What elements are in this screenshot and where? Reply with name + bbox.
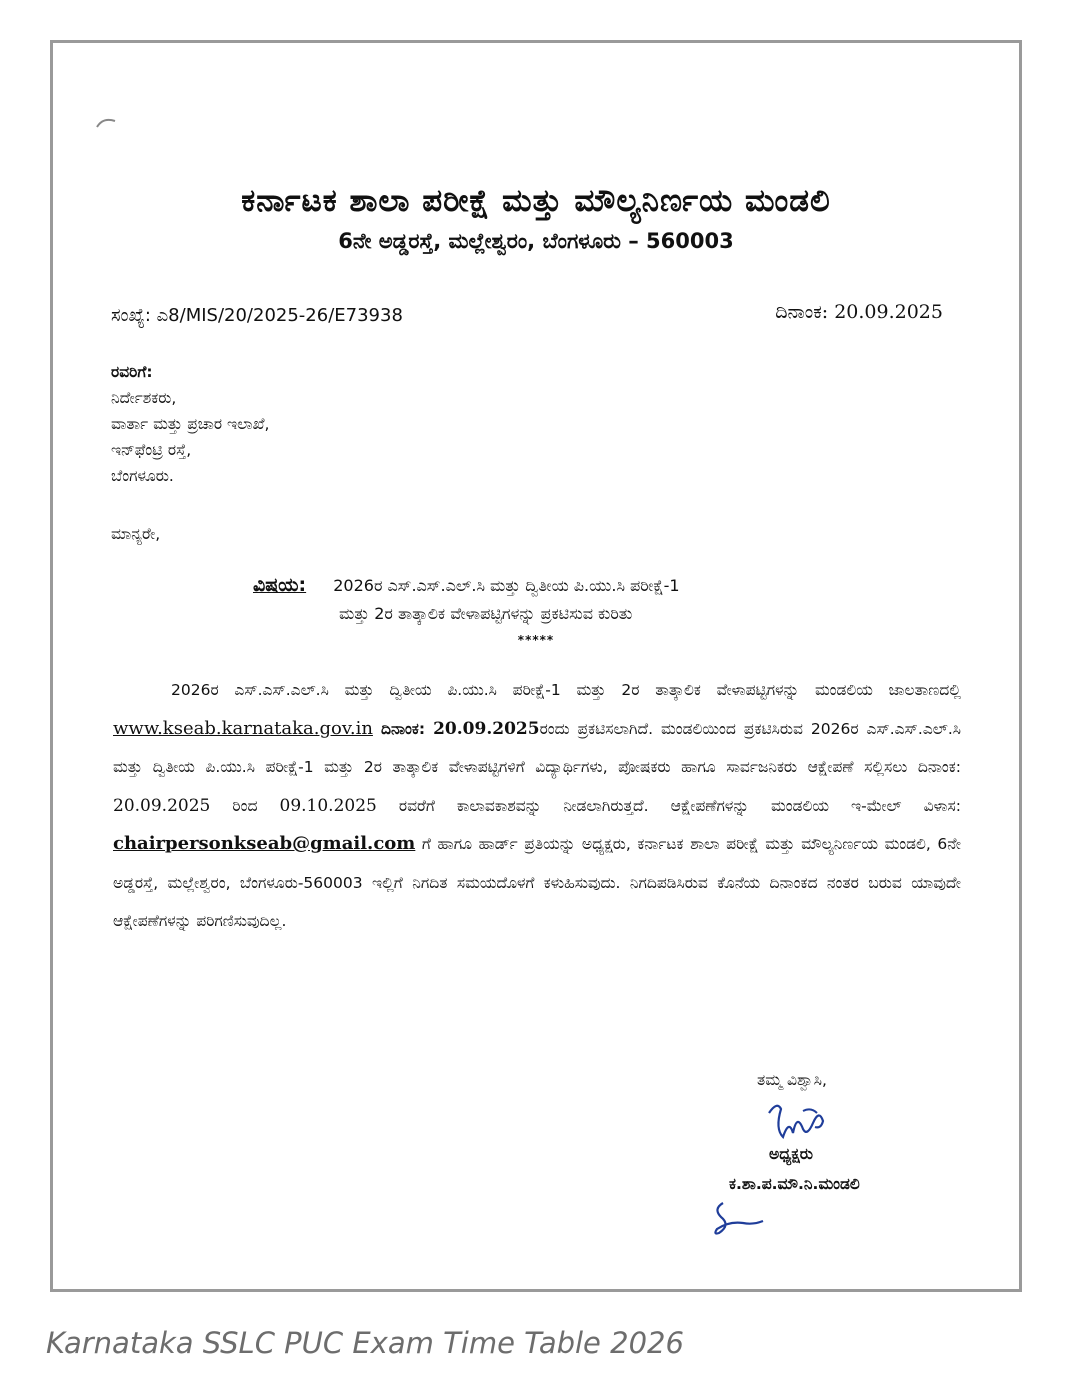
body-text: ರಿಂದ [232,796,258,815]
recipient-block [111,359,269,489]
body-text: ಗೆ ಹಾಗೂ ಹಾರ್ಡ್ ಪ್ರತಿಯನ್ನು ಅಧ್ಯಕ್ಷರು, ಕರ್ನಾಟಕ ಶಾಲಾ ಪರೀಕ್ಷೆ ಮತ್ತು ಮೌಲ್ಯನಿರ್ಣಯ ಮಂಡಲಿ, 6ನೇ ಅಡ್ಡರಸ್ತೆ, ಮಲ್ಲೇಶ್ವರಂ, ಬೆಂಗಳೂರು-560003 ಇಲ್ಲಿಗೆ ನಿಗದಿತ ಸಮಯದೊಳಗೆ ಕಳುಹಿಸುವುದು. ನಿಗದಿಪಡಿಸಿರುವ ಕೊನೆಯ ದಿನಾಂಕದ ನಂತರ ಬರುವ ಯಾವುದೇ ಆಕ್ಷೇಪಣೆಗಳನ್ನು ಪರಿಗಣಿಸುವುದಿಲ್ಲ. [113,835,961,930]
recipient-line: ಇನ್‌ಫೆಂಟ್ರಿ ರಸ್ತೆ, [111,441,192,459]
letter-body [113,671,961,941]
reference-number: ಸಂಖ್ಯೆ: ಎ8/MIS/20/2025-26/E73938 [111,305,403,326]
body-date-label: ದಿನಾಂಕ: [380,719,426,738]
body-text: ರವರೆಗೆ ಕಾಲಾವಕಾಶವನ್ನು ನೀಡಲಾಗಿರುತ್ತದೆ. ಆಕ್ಷೇಪಣೆಗಳನ್ನು ಮಂಡಲಿಯ ಇ-ಮೇಲ್ ವಿಳಾಸ: [398,796,961,815]
website-link[interactable]: www.kseab.karnataka.gov.in [113,717,373,739]
recipient-line: ನಿರ್ದೇಶಕರು, [111,389,177,407]
designation: ಅಧ್ಯಕ್ಷರು [769,1145,813,1163]
board-short-name: ಕ.ಶಾ.ಪ.ಮೌ.ನಿ.ಮಂಡಲಿ [729,1175,860,1193]
closing-text: ತಮ್ಮ ವಿಶ್ವಾಸಿ, [757,1071,827,1089]
board-title: ಕರ್ನಾಟಕ ಶಾಲಾ ಪರೀಕ್ಷೆ ಮತ್ತು ಮೌಲ್ಯನಿರ್ಣಯ ಮಂಡಲಿ [241,183,831,219]
recipient-line: ಬೆಂಗಳೂರು. [111,467,174,485]
initial-mark-icon [709,1199,769,1239]
subject-block [253,571,973,628]
objection-end-date: 09.10.2025 [279,795,377,816]
letter-date: ದಿನಾಂಕ: 20.09.2025 [775,301,943,323]
separator-stars: ***** [517,633,555,647]
board-address: 6ನೇ ಅಡ್ಡರಸ್ತೆ, ಮಲ್ಲೇಶ್ವರಂ, ಬೆಂಗಳೂರು – 560003 [338,229,734,253]
subject-line-2: ಮತ್ತು 2ರ ತಾತ್ಕಾಲಿಕ ವೇಳಾಪಟ್ಟಿಗಳನ್ನು ಪ್ರಕಟಿಸುವ ಕುರಿತು [339,604,633,623]
body-text: ರಂದು ಪ್ರಕಟಿಸಲಾಗಿದೆ. ಮಂಡಲಿಯಿಂದ ಪ್ರಕಟಿಸಿರುವ 2026ರ ಎಸ್.ಎಸ್.ಎಲ್.ಸಿ ಮತ್ತು ದ್ವಿತೀಯ ಪಿ.ಯು.ಸಿ ಪರೀಕ್ಷೆ-1 ಮತ್ತು 2ರ ತಾತ್ಕಾಲಿಕ ವೇಳಾಪಟ್ಟಿಗಳಿಗೆ ವಿದ್ಯಾರ್ಥಿಗಳು, ಪೋಷಕರು ಹಾಗೂ ಸಾರ್ವಜನಿಕರು ಆಕ್ಷೇಪಣೆ ಸಲ್ಲಿಸಲು ದಿನಾಂಕ: [113,719,961,776]
body-date: 20.09.2025 [433,718,540,739]
recipient-heading: ರವರಿಗೆ: [111,363,153,381]
signature-icon [763,1099,833,1145]
objection-start-date: 20.09.2025 [113,795,211,816]
salutation: ಮಾನ್ಯರೇ, [111,525,161,543]
recipient-line: ವಾರ್ತಾ ಮತ್ತು ಪ್ರಚಾರ ಇಲಾಖೆ, [111,415,270,433]
letter-sheet [50,40,1022,1292]
image-caption: Karnataka SSLC PUC Exam Time Table 2026 [46,1326,684,1360]
body-text: 2026ರ ಎಸ್.ಎಸ್.ಎಲ್.ಸಿ ಮತ್ತು ದ್ವಿತೀಯ ಪಿ.ಯು.ಸಿ ಪರೀಕ್ಷೆ-1 ಮತ್ತು 2ರ ತಾತ್ಕಾಲಿಕ ವೇಳಾಪಟ್ಟಿಗಳನ್ನು ಮಂಡಲಿಯ ಜಾಲತಾಣದಲ್ಲಿ [171,681,961,699]
email-link[interactable]: chairpersonkseab@gmail.com [113,833,416,854]
subject-label: ವಿಷಯ: [253,574,307,596]
corner-mark-icon [95,115,119,129]
subject-line-1: 2026ರ ಎಸ್.ಎಸ್.ಎಲ್.ಸಿ ಮತ್ತು ದ್ವಿತೀಯ ಪಿ.ಯು.ಸಿ ಪರೀಕ್ಷೆ-1 [333,576,680,595]
